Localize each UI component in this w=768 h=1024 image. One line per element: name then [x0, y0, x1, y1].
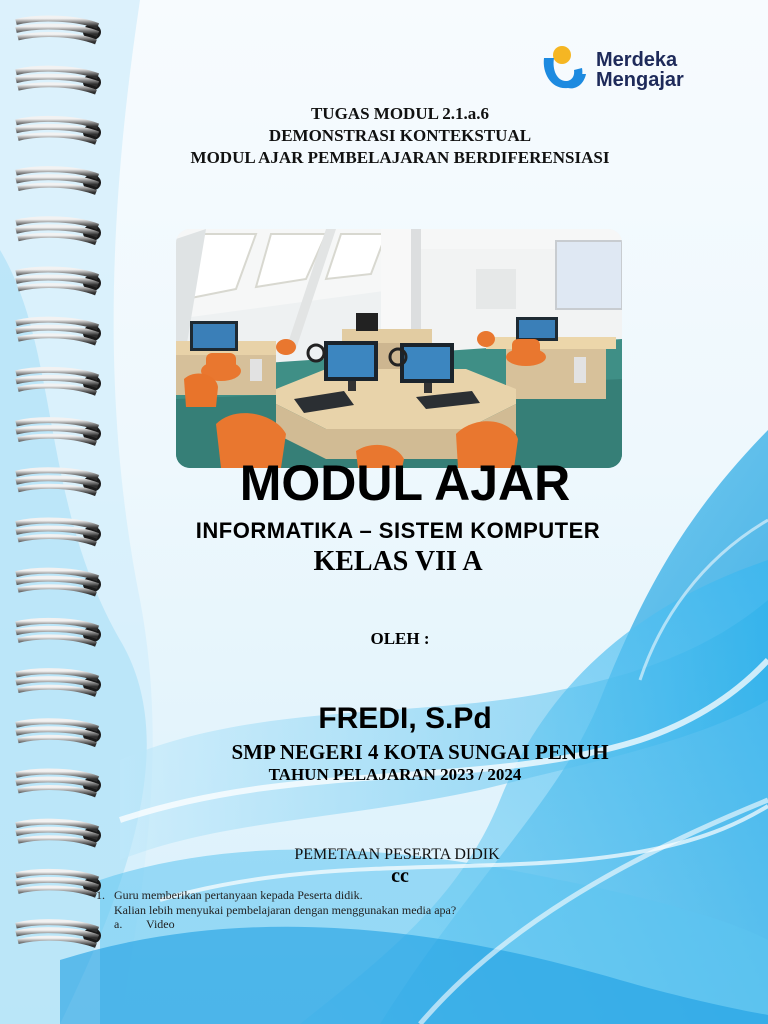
spiral-coil [16, 69, 101, 92]
logo-line-merdeka: Merdeka [596, 49, 678, 71]
spiral-coil [16, 320, 101, 343]
subject-subtitle: INFORMATIKA – SISTEM KOMPUTER [195, 518, 601, 543]
merdeka-mengajar-emblem-icon [538, 44, 590, 98]
question-line-1: Guru memberikan pertanyaan kepada Peserta didik. [114, 888, 363, 902]
spiral-coil [16, 169, 101, 192]
spiral-coil [16, 571, 101, 594]
spiral-coil [16, 872, 101, 895]
spiral-coil [16, 822, 101, 845]
spiral-coil [16, 119, 101, 142]
merdeka-mengajar-logo [538, 42, 718, 98]
spiral-coil [16, 621, 101, 644]
spiral-coil [16, 521, 101, 544]
spiral-coil [16, 370, 101, 393]
computer-lab-photo [176, 229, 622, 468]
main-title: MODUL AJAR [239, 455, 571, 511]
academic-year: TAHUN PELAJARAN 2023 / 2024 [268, 765, 522, 784]
option-text: Video [146, 917, 175, 931]
by-label: OLEH : [370, 629, 430, 648]
spiral-coil [16, 19, 101, 42]
school-name: SMP NEGERI 4 KOTA SUNGAI PENUH [231, 740, 609, 764]
spiral-coil [16, 270, 101, 293]
spiral-coil [16, 922, 101, 945]
spiral-coil [16, 219, 101, 242]
question-line-2: Kalian lebih menyukai pembelajaran dengan menggunakan media apa? [114, 903, 457, 917]
item-number: 1. [96, 888, 105, 902]
section-mark: cc [391, 865, 409, 887]
header-line-module: MODUL AJAR PEMBELAJARAN BERDIFERENSIASI [190, 148, 610, 167]
author-name: FREDI, S.Pd [318, 702, 492, 735]
header-line-demo: DEMONSTRASI KONTEKSTUAL [268, 126, 532, 145]
spiral-coil [16, 721, 101, 744]
class-label: KELAS VII A [313, 546, 483, 577]
logo-line-mengajar: Mengajar [596, 69, 684, 91]
spiral-coil [16, 671, 101, 694]
spiral-coil [16, 420, 101, 443]
spiral-coil [16, 772, 101, 795]
spiral-coil [16, 470, 101, 493]
header-line-task: TUGAS MODUL 2.1.a.6 [310, 104, 490, 123]
section-heading: PEMETAAN PESERTA DIDIK [294, 846, 500, 863]
option-letter: a. [114, 917, 123, 931]
header-block [100, 103, 700, 169]
